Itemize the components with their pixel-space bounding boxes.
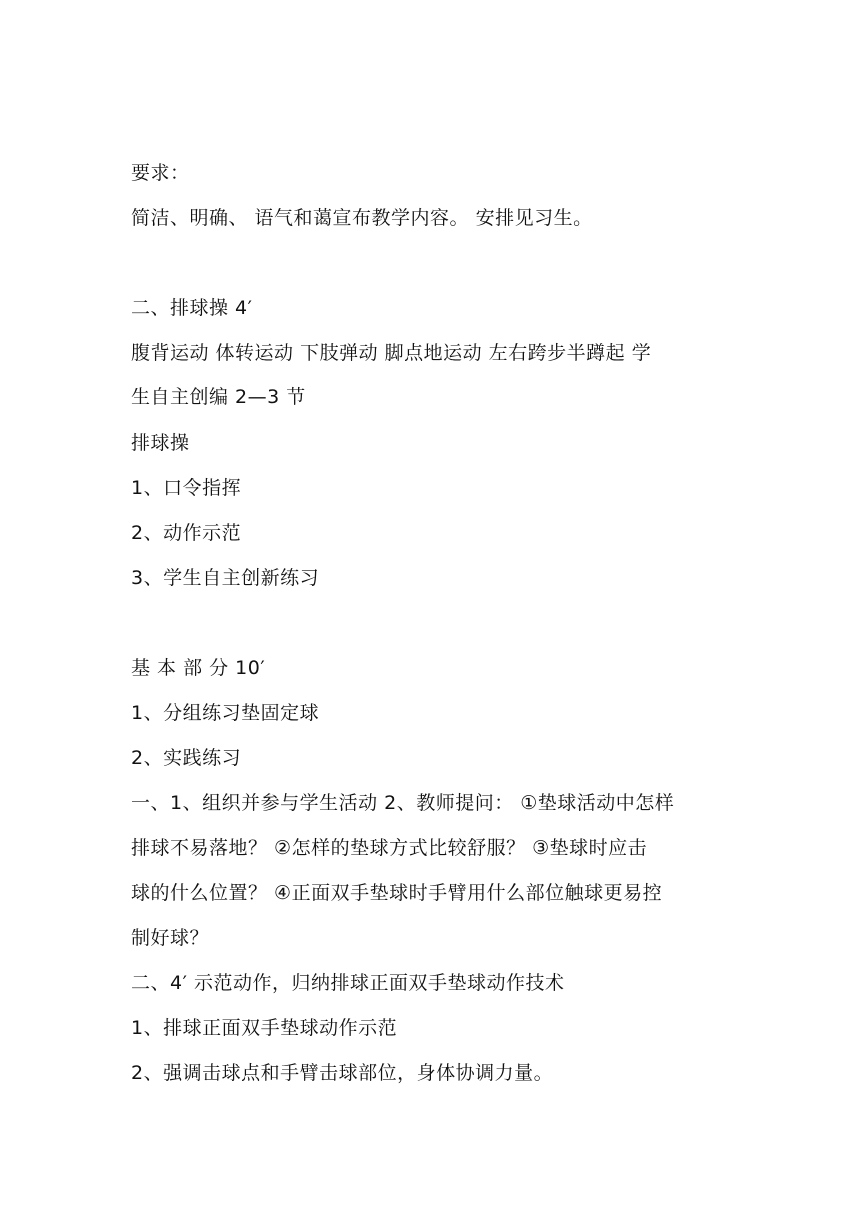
paragraph-line-1: 一、1、组织并参与学生活动 2、教师提问： ①垫球活动中怎样 <box>131 792 675 814</box>
exercise-list-line-2: 生自主创编 2—3 节 <box>131 386 306 408</box>
section-heading-volleyball-exercise: 二、排球操 4′ <box>131 297 253 319</box>
list-item-command: 1、口令指挥 <box>131 477 242 499</box>
paragraph-line-4: 制好球？ <box>131 927 210 949</box>
list-item-group-practice: 1、分组练习垫固定球 <box>131 702 320 724</box>
list-item-demonstration: 2、动作示范 <box>131 522 242 544</box>
exercise-list-line-1: 腹背运动 体转运动 下肢弹动 脚点地运动 左右跨步半蹲起 学 <box>131 342 652 364</box>
section-heading-basic-part: 基 本 部 分 10′ <box>131 657 266 679</box>
paragraph-line-3: 球的什么位置？ ④正面双手垫球时手臂用什么部位触球更易控 <box>131 882 663 904</box>
list-item-emphasis: 2、强调击球点和手臂击球部位，身体协调力量。 <box>131 1062 554 1084</box>
list-item-practical: 2、实践练习 <box>131 747 242 769</box>
list-item-technique-demo: 1、排球正面双手垫球动作示范 <box>131 1017 398 1039</box>
paragraph-line-2: 排球不易落地？ ②怎样的垫球方式比较舒服？ ③垫球时应击 <box>131 837 648 859</box>
requirement-heading: 要求： <box>131 162 190 184</box>
volleyball-exercise-label: 排球操 <box>131 432 190 454</box>
list-item-practice: 3、学生自主创新练习 <box>131 567 320 589</box>
requirement-text: 简洁、明确、 语气和蔼宣布教学内容。 安排见习生。 <box>131 207 593 229</box>
section-heading-demonstration: 二、4′ 示范动作，归纳排球正面双手垫球动作技术 <box>131 972 565 994</box>
